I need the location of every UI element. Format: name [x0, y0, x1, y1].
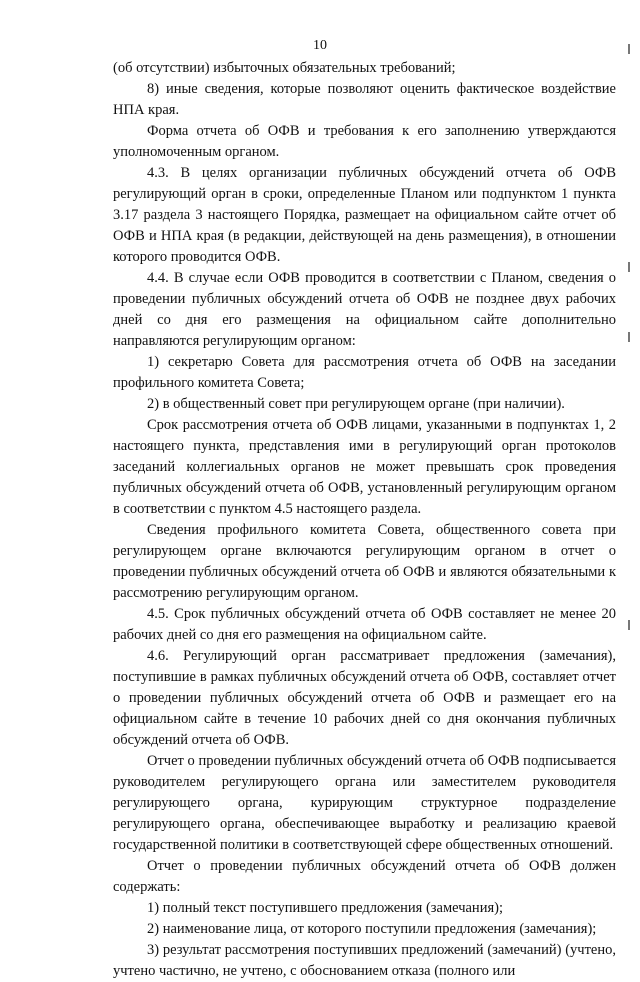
page-number: 10	[313, 38, 327, 53]
paragraph: (об отсутствии) избыточных обязательных требований;	[113, 60, 456, 76]
paragraph: Форма отчета об ОФВ и требования к его заполнению утверждаются уполномоченным органом.	[113, 123, 616, 160]
paragraph: Отчет о проведении публичных обсуждений отчета об ОФВ подписывается руководителем регулирующего органа или заместителем руководителя регулирующего органа, курирующим структурное подразделение регулирующего органа, обеспечивающее выработку и реализацию краевой государственной политики в соответствующей сфере общественных отношений.	[113, 753, 616, 853]
paragraph: 4.4. В случае если ОФВ проводится в соответствии с Планом, сведения о проведении публичных обсуждений отчета об ОФВ не позднее двух рабочих дней со дня его размещения на официальном сайте дополнительно направляются регулирующим органом:	[113, 270, 616, 349]
paragraph: 4.5. Срок публичных обсуждений отчета об ОФВ составляет не менее 20 рабочих дней со дня его размещения на официальном сайте.	[113, 606, 616, 643]
paragraph: 4.3. В целях организации публичных обсуждений отчета об ОФВ регулирующий орган в сроки, определенные Планом или подпунктом 1 пункта 3.17 раздела 3 настоящего Порядка, размещает на официальном сайте отчет об ОФВ и НПА края (в редакции, действующей на день размещения), в отношении которого проводится ОФВ.	[113, 165, 616, 265]
paragraph: Срок рассмотрения отчета об ОФВ лицами, указанными в подпунктах 1, 2 настоящего пункта, представления ими в регулирующий орган протоколов заседаний коллегиальных органов не может превышать срок проведения публичных обсуждений отчета об ОФВ, установленный регулирующим органом в соответствии с пунктом 4.5 настоящего раздела.	[113, 417, 616, 517]
paragraph: 2) наименование лица, от которого поступили предложения (замечания);	[147, 921, 597, 937]
document-body	[113, 58, 616, 982]
paragraph: 1) полный текст поступившего предложения (замечания);	[147, 900, 503, 916]
paragraph: Сведения профильного комитета Совета, общественного совета при регулирующем органе включаются регулирующим органом в отчет о проведении публичных обсуждений отчета об ОФВ и являются обязательными к рассмотрению регулирующим органом.	[113, 522, 616, 601]
paragraph: Отчет о проведении публичных обсуждений отчета об ОФВ должен содержать:	[113, 858, 616, 895]
paragraph: 8) иные сведения, которые позволяют оценить фактическое воздействие НПА края.	[113, 81, 616, 118]
paragraph: 2) в общественный совет при регулирующем органе (при наличии).	[147, 396, 565, 412]
scan-margin-mark	[628, 262, 630, 272]
paragraph: 1) секретарю Совета для рассмотрения отчета об ОФВ на заседании профильного комитета Совета;	[113, 354, 616, 391]
scan-margin-mark	[628, 332, 630, 342]
scan-margin-mark	[628, 44, 630, 54]
scan-margin-mark	[628, 620, 630, 630]
paragraph: 3) результат рассмотрения поступивших предложений (замечаний) (учтено, учтено частично, не учтено, с обоснованием отказа (полного или	[113, 942, 616, 979]
paragraph: 4.6. Регулирующий орган рассматривает предложения (замечания), поступившие в рамках публичных обсуждений отчета об ОФВ, составляет отчет о проведении публичных обсуждений отчета об ОФВ и размещает его на официальном сайте в течение 10 рабочих дней со дня окончания публичных обсуждений отчета об ОФВ.	[113, 648, 616, 748]
